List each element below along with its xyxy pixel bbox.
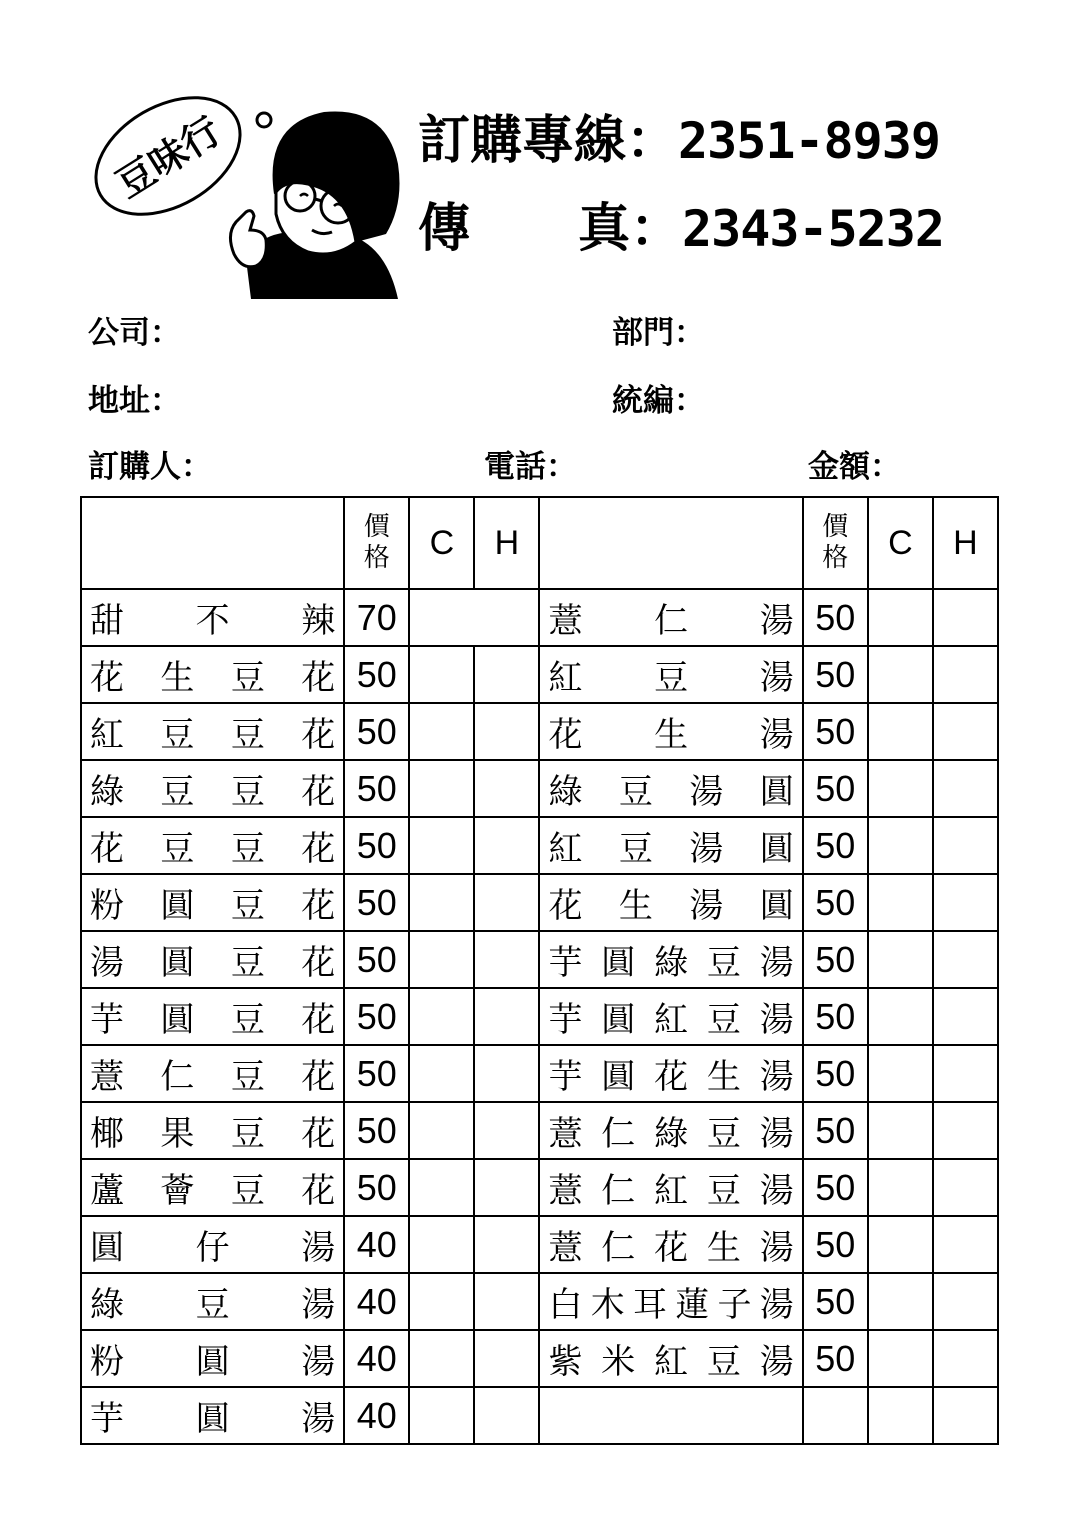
item-name-char: 仁 bbox=[601, 1114, 636, 1154]
left-c-qty-cell[interactable] bbox=[409, 1387, 474, 1444]
item-name-char: 湯 bbox=[759, 601, 794, 641]
item-name-char: 紫 bbox=[548, 1342, 583, 1382]
item-name-char: 圓 bbox=[90, 1228, 124, 1268]
item-name-char: 湯 bbox=[301, 1285, 336, 1325]
item-name-char: 湯 bbox=[759, 1171, 794, 1211]
right-item-name bbox=[539, 646, 802, 703]
left-c-qty-cell[interactable] bbox=[409, 1330, 474, 1387]
right-h-qty-cell[interactable] bbox=[933, 874, 998, 931]
tax-id-field-label: 統編： bbox=[612, 383, 705, 419]
right-h-qty-cell[interactable] bbox=[933, 1330, 998, 1387]
item-name-char: 綠 bbox=[90, 1285, 124, 1325]
left-h-qty-cell[interactable] bbox=[474, 1216, 539, 1273]
header-c-right: C bbox=[868, 497, 933, 589]
item-name-char: 湯 bbox=[759, 1228, 794, 1268]
left-item-name bbox=[81, 1216, 344, 1273]
table-row bbox=[81, 1387, 998, 1444]
right-c-qty-cell[interactable] bbox=[868, 589, 933, 646]
order-hotline-number: 2351-8939 bbox=[678, 112, 940, 170]
item-name-char: 豆 bbox=[230, 886, 265, 926]
right-c-qty-cell[interactable] bbox=[868, 1387, 933, 1444]
right-c-qty-cell[interactable] bbox=[868, 1273, 933, 1330]
fax-label-a: 傳 bbox=[418, 198, 471, 259]
item-name-char: 豆 bbox=[706, 1000, 741, 1040]
left-h-qty-cell[interactable] bbox=[474, 817, 539, 874]
item-name-char: 芋 bbox=[548, 1057, 583, 1097]
item-name-char: 豆 bbox=[230, 829, 265, 869]
item-name-char: 湯 bbox=[301, 1342, 336, 1382]
item-name-char: 芋 bbox=[90, 1399, 124, 1439]
item-name-char: 甜 bbox=[90, 601, 124, 641]
address-field-label: 地址： bbox=[88, 383, 181, 419]
item-name-char: 花 bbox=[548, 715, 583, 755]
left-item-name bbox=[81, 817, 344, 874]
left-item-price: 50 bbox=[344, 760, 409, 817]
right-item-price bbox=[803, 1387, 868, 1444]
company-field-label: 公司： bbox=[88, 315, 181, 351]
right-item-price: 50 bbox=[803, 703, 868, 760]
item-name-char: 花 bbox=[654, 1057, 689, 1097]
right-item-name bbox=[539, 1387, 802, 1444]
item-name-char: 粉 bbox=[90, 1342, 124, 1382]
right-c-qty-cell[interactable] bbox=[868, 817, 933, 874]
item-name-char: 湯 bbox=[689, 886, 724, 926]
left-item-name bbox=[81, 1273, 344, 1330]
item-name-char: 紅 bbox=[654, 1342, 689, 1382]
left-c-qty-cell[interactable] bbox=[409, 988, 474, 1045]
table-row bbox=[81, 589, 998, 646]
left-c-qty-cell[interactable] bbox=[409, 1102, 474, 1159]
table-row bbox=[81, 1159, 998, 1216]
left-h-qty-cell[interactable] bbox=[474, 703, 539, 760]
table-row bbox=[81, 931, 998, 988]
table-row bbox=[81, 760, 998, 817]
right-c-qty-cell[interactable] bbox=[868, 1102, 933, 1159]
left-h-qty-cell[interactable] bbox=[474, 1102, 539, 1159]
item-name-char: 湯 bbox=[759, 1342, 794, 1382]
right-c-qty-cell[interactable] bbox=[868, 1045, 933, 1102]
item-name-char: 湯 bbox=[689, 772, 724, 812]
item-name-char: 生 bbox=[160, 658, 195, 698]
item-name-char: 豆 bbox=[230, 1171, 265, 1211]
left-c-qty-cell[interactable] bbox=[409, 760, 474, 817]
item-name-char: 薏 bbox=[90, 1057, 124, 1097]
table-row bbox=[81, 1330, 998, 1387]
right-item-price: 50 bbox=[803, 988, 868, 1045]
left-item-name bbox=[81, 988, 344, 1045]
left-item-name bbox=[81, 931, 344, 988]
item-name-char: 紅 bbox=[548, 829, 583, 869]
item-name-char: 紅 bbox=[90, 715, 124, 755]
item-name-char: 綠 bbox=[654, 943, 689, 983]
left-item-price: 40 bbox=[344, 1273, 409, 1330]
item-name-char: 圓 bbox=[759, 886, 794, 926]
right-item-name bbox=[539, 1045, 802, 1102]
item-name-char: 花 bbox=[301, 1057, 336, 1097]
right-c-qty-cell[interactable] bbox=[868, 931, 933, 988]
item-name-char: 薈 bbox=[160, 1171, 195, 1211]
item-name-char: 耳 bbox=[632, 1285, 667, 1325]
item-name-char: 花 bbox=[301, 829, 336, 869]
item-name-char: 花 bbox=[90, 658, 124, 698]
right-item-name bbox=[539, 1330, 802, 1387]
item-name-char: 豆 bbox=[230, 715, 265, 755]
header-h-left: H bbox=[474, 497, 539, 589]
table-row bbox=[81, 817, 998, 874]
item-name-char: 花 bbox=[301, 772, 336, 812]
item-name-char: 豆 bbox=[618, 829, 653, 869]
left-item-price: 40 bbox=[344, 1387, 409, 1444]
right-item-price: 50 bbox=[803, 1045, 868, 1102]
item-name-char: 豆 bbox=[230, 943, 265, 983]
item-name-char: 豆 bbox=[160, 829, 195, 869]
item-name-char: 芋 bbox=[548, 943, 583, 983]
item-name-char: 薏 bbox=[548, 601, 583, 641]
table-row bbox=[81, 1045, 998, 1102]
left-item-name bbox=[81, 703, 344, 760]
right-item-price: 50 bbox=[803, 646, 868, 703]
item-name-char: 湯 bbox=[90, 943, 124, 983]
item-name-char: 生 bbox=[654, 715, 689, 755]
item-name-char: 豆 bbox=[230, 772, 265, 812]
left-c-qty-cell[interactable] bbox=[409, 1045, 474, 1102]
right-h-qty-cell[interactable] bbox=[933, 589, 998, 646]
item-name-char: 湯 bbox=[759, 658, 794, 698]
left-item-price: 50 bbox=[344, 931, 409, 988]
table-row bbox=[81, 1273, 998, 1330]
right-item-name bbox=[539, 1216, 802, 1273]
item-name-char: 圓 bbox=[160, 943, 195, 983]
right-h-qty-cell[interactable] bbox=[933, 760, 998, 817]
item-name-char: 子 bbox=[717, 1285, 752, 1325]
item-name-char: 紅 bbox=[654, 1000, 689, 1040]
right-item-name bbox=[539, 988, 802, 1045]
right-c-qty-cell[interactable] bbox=[868, 1330, 933, 1387]
right-item-name bbox=[539, 703, 802, 760]
right-h-qty-cell[interactable] bbox=[933, 1387, 998, 1444]
logo-illustration bbox=[86, 84, 412, 304]
item-name-char: 豆 bbox=[706, 1171, 741, 1211]
left-c-qty-cell[interactable] bbox=[409, 1273, 474, 1330]
item-name-char: 湯 bbox=[689, 829, 724, 869]
item-name-char: 生 bbox=[618, 886, 653, 926]
right-c-qty-cell[interactable] bbox=[868, 874, 933, 931]
right-h-qty-cell[interactable] bbox=[933, 1216, 998, 1273]
item-name-char: 仁 bbox=[601, 1171, 636, 1211]
right-item-name bbox=[539, 760, 802, 817]
left-item-price: 70 bbox=[344, 589, 409, 646]
item-name-char: 不 bbox=[195, 601, 230, 641]
bubble-dot bbox=[257, 113, 271, 127]
header-item-right bbox=[539, 497, 802, 589]
item-name-char: 圓 bbox=[601, 1000, 636, 1040]
right-item-price: 50 bbox=[803, 589, 868, 646]
item-name-char: 湯 bbox=[759, 1000, 794, 1040]
right-item-price: 50 bbox=[803, 760, 868, 817]
right-item-name bbox=[539, 817, 802, 874]
left-item-price: 50 bbox=[344, 646, 409, 703]
item-name-char: 花 bbox=[90, 829, 124, 869]
item-name-char: 豆 bbox=[706, 943, 741, 983]
right-h-qty-cell[interactable] bbox=[933, 988, 998, 1045]
item-name-char: 湯 bbox=[301, 1228, 336, 1268]
right-h-qty-cell[interactable] bbox=[933, 1159, 998, 1216]
right-c-qty-cell[interactable] bbox=[868, 703, 933, 760]
right-item-price: 50 bbox=[803, 1159, 868, 1216]
right-h-qty-cell[interactable] bbox=[933, 817, 998, 874]
right-item-price: 50 bbox=[803, 1273, 868, 1330]
left-c-qty-cell[interactable] bbox=[409, 646, 474, 703]
item-name-char: 花 bbox=[301, 715, 336, 755]
item-name-char: 蓮 bbox=[675, 1285, 710, 1325]
right-item-price: 50 bbox=[803, 817, 868, 874]
order-hotline bbox=[418, 110, 940, 171]
header-c-left: C bbox=[409, 497, 474, 589]
left-item-name bbox=[81, 646, 344, 703]
left-item-price: 40 bbox=[344, 1216, 409, 1273]
item-name-char: 湯 bbox=[759, 1057, 794, 1097]
logo-text: 豆味行 bbox=[107, 107, 229, 207]
item-name-char: 豆 bbox=[618, 772, 653, 812]
item-name-char: 湯 bbox=[759, 1114, 794, 1154]
right-item-price: 50 bbox=[803, 1102, 868, 1159]
left-h-qty-cell[interactable] bbox=[474, 1273, 539, 1330]
left-qty-merged-cell[interactable] bbox=[409, 589, 539, 646]
item-name-char: 白 bbox=[548, 1285, 583, 1325]
header-price-left: 價 格 bbox=[344, 497, 409, 589]
item-name-char: 薏 bbox=[548, 1171, 583, 1211]
item-name-char: 花 bbox=[301, 886, 336, 926]
left-h-qty-cell[interactable] bbox=[474, 1387, 539, 1444]
left-item-name bbox=[81, 1045, 344, 1102]
item-name-char: 果 bbox=[160, 1114, 195, 1154]
right-item-name bbox=[539, 589, 802, 646]
phone-field-label: 電話： bbox=[484, 449, 577, 485]
item-name-char: 圓 bbox=[759, 829, 794, 869]
left-h-qty-cell[interactable] bbox=[474, 1159, 539, 1216]
item-name-char: 豆 bbox=[706, 1114, 741, 1154]
item-name-char: 蘆 bbox=[90, 1171, 124, 1211]
item-name-char: 圓 bbox=[601, 943, 636, 983]
item-name-char: 圓 bbox=[601, 1057, 636, 1097]
left-item-name bbox=[81, 1102, 344, 1159]
left-item-name bbox=[81, 1387, 344, 1444]
item-name-char: 圓 bbox=[195, 1342, 230, 1382]
item-name-char: 辣 bbox=[301, 601, 336, 641]
item-name-char: 湯 bbox=[759, 943, 794, 983]
item-name-char: 薏 bbox=[548, 1228, 583, 1268]
item-name-char: 花 bbox=[548, 886, 583, 926]
table-row bbox=[81, 988, 998, 1045]
left-c-qty-cell[interactable] bbox=[409, 1159, 474, 1216]
item-name-char: 紅 bbox=[654, 1171, 689, 1211]
item-name-char: 米 bbox=[601, 1342, 636, 1382]
item-name-char: 圓 bbox=[759, 772, 794, 812]
table-header-row bbox=[81, 497, 998, 589]
right-h-qty-cell[interactable] bbox=[933, 1045, 998, 1102]
right-c-qty-cell[interactable] bbox=[868, 760, 933, 817]
fax-label-b: 真： bbox=[578, 198, 683, 259]
left-item-name bbox=[81, 589, 344, 646]
left-h-qty-cell[interactable] bbox=[474, 1045, 539, 1102]
left-item-price: 50 bbox=[344, 1102, 409, 1159]
left-c-qty-cell[interactable] bbox=[409, 817, 474, 874]
right-item-name bbox=[539, 1102, 802, 1159]
fax-number: 2343-5232 bbox=[682, 200, 944, 258]
left-h-qty-cell[interactable] bbox=[474, 988, 539, 1045]
item-name-char: 豆 bbox=[195, 1285, 230, 1325]
table-row bbox=[81, 874, 998, 931]
amount-field-label: 金額： bbox=[808, 449, 901, 485]
left-item-price: 50 bbox=[344, 1159, 409, 1216]
item-name-char: 仁 bbox=[160, 1057, 195, 1097]
left-item-price: 50 bbox=[344, 703, 409, 760]
item-name-char: 花 bbox=[301, 1000, 336, 1040]
character-hand bbox=[230, 211, 266, 267]
order-hotline-label: 訂購專線： bbox=[418, 110, 679, 171]
orderer-field-label: 訂購人： bbox=[88, 449, 212, 485]
left-c-qty-cell[interactable] bbox=[409, 703, 474, 760]
left-h-qty-cell[interactable] bbox=[474, 874, 539, 931]
left-item-name bbox=[81, 1330, 344, 1387]
right-item-name bbox=[539, 931, 802, 988]
left-c-qty-cell[interactable] bbox=[409, 874, 474, 931]
item-name-char: 綠 bbox=[90, 772, 124, 812]
item-name-char: 生 bbox=[706, 1057, 741, 1097]
table-row bbox=[81, 646, 998, 703]
item-name-char: 花 bbox=[654, 1228, 689, 1268]
department-field-label: 部門： bbox=[612, 315, 705, 351]
left-h-qty-cell[interactable] bbox=[474, 931, 539, 988]
left-item-price: 50 bbox=[344, 1045, 409, 1102]
item-name-char: 豆 bbox=[706, 1342, 741, 1382]
item-name-char: 花 bbox=[301, 1171, 336, 1211]
item-name-char: 紅 bbox=[548, 658, 583, 698]
item-name-char: 豆 bbox=[230, 658, 265, 698]
right-c-qty-cell[interactable] bbox=[868, 646, 933, 703]
header-h-right: H bbox=[933, 497, 998, 589]
left-h-qty-cell[interactable] bbox=[474, 1330, 539, 1387]
table-row bbox=[81, 703, 998, 760]
item-name-char: 薏 bbox=[548, 1114, 583, 1154]
order-table bbox=[80, 496, 999, 1445]
right-h-qty-cell[interactable] bbox=[933, 1102, 998, 1159]
right-item-price: 50 bbox=[803, 1216, 868, 1273]
item-name-char: 椰 bbox=[90, 1114, 124, 1154]
item-name-char: 花 bbox=[301, 658, 336, 698]
left-item-name bbox=[81, 874, 344, 931]
right-c-qty-cell[interactable] bbox=[868, 1216, 933, 1273]
left-item-price: 50 bbox=[344, 988, 409, 1045]
item-name-char: 木 bbox=[590, 1285, 625, 1325]
left-item-price: 50 bbox=[344, 817, 409, 874]
left-item-price: 50 bbox=[344, 874, 409, 931]
item-name-char: 湯 bbox=[759, 715, 794, 755]
item-name-char: 粉 bbox=[90, 886, 124, 926]
right-item-name bbox=[539, 1273, 802, 1330]
table-row bbox=[81, 1216, 998, 1273]
right-item-name bbox=[539, 1159, 802, 1216]
left-item-price: 40 bbox=[344, 1330, 409, 1387]
item-name-char: 豆 bbox=[160, 715, 195, 755]
right-h-qty-cell[interactable] bbox=[933, 1273, 998, 1330]
left-c-qty-cell[interactable] bbox=[409, 931, 474, 988]
left-h-qty-cell[interactable] bbox=[474, 646, 539, 703]
item-name-char: 豆 bbox=[230, 1000, 265, 1040]
right-item-price: 50 bbox=[803, 931, 868, 988]
left-item-name bbox=[81, 1159, 344, 1216]
right-item-price: 50 bbox=[803, 1330, 868, 1387]
item-name-char: 豆 bbox=[230, 1114, 265, 1154]
left-c-qty-cell[interactable] bbox=[409, 1216, 474, 1273]
right-item-name bbox=[539, 874, 802, 931]
item-name-char: 綠 bbox=[548, 772, 583, 812]
right-item-price: 50 bbox=[803, 874, 868, 931]
right-h-qty-cell[interactable] bbox=[933, 931, 998, 988]
item-name-char: 芋 bbox=[548, 1000, 583, 1040]
right-c-qty-cell[interactable] bbox=[868, 1159, 933, 1216]
table-row bbox=[81, 1102, 998, 1159]
right-h-qty-cell[interactable] bbox=[933, 646, 998, 703]
header-price-right: 價 格 bbox=[803, 497, 868, 589]
item-name-char: 仔 bbox=[195, 1228, 230, 1268]
item-name-char: 生 bbox=[706, 1228, 741, 1268]
item-name-char: 圓 bbox=[160, 886, 195, 926]
item-name-char: 豆 bbox=[654, 658, 689, 698]
fax-line bbox=[418, 198, 944, 259]
left-h-qty-cell[interactable] bbox=[474, 760, 539, 817]
item-name-char: 芋 bbox=[90, 1000, 124, 1040]
item-name-char: 仁 bbox=[601, 1228, 636, 1268]
item-name-char: 綠 bbox=[654, 1114, 689, 1154]
item-name-char: 花 bbox=[301, 943, 336, 983]
header-item-left bbox=[81, 497, 344, 589]
item-name-char: 花 bbox=[301, 1114, 336, 1154]
item-name-char: 豆 bbox=[160, 772, 195, 812]
left-item-name bbox=[81, 760, 344, 817]
item-name-char: 湯 bbox=[301, 1399, 336, 1439]
right-c-qty-cell[interactable] bbox=[868, 988, 933, 1045]
item-name-char: 圓 bbox=[195, 1399, 230, 1439]
item-name-char: 湯 bbox=[759, 1285, 794, 1325]
item-name-char: 豆 bbox=[230, 1057, 265, 1097]
item-name-char: 仁 bbox=[654, 601, 689, 641]
item-name-char: 圓 bbox=[160, 1000, 195, 1040]
right-h-qty-cell[interactable] bbox=[933, 703, 998, 760]
